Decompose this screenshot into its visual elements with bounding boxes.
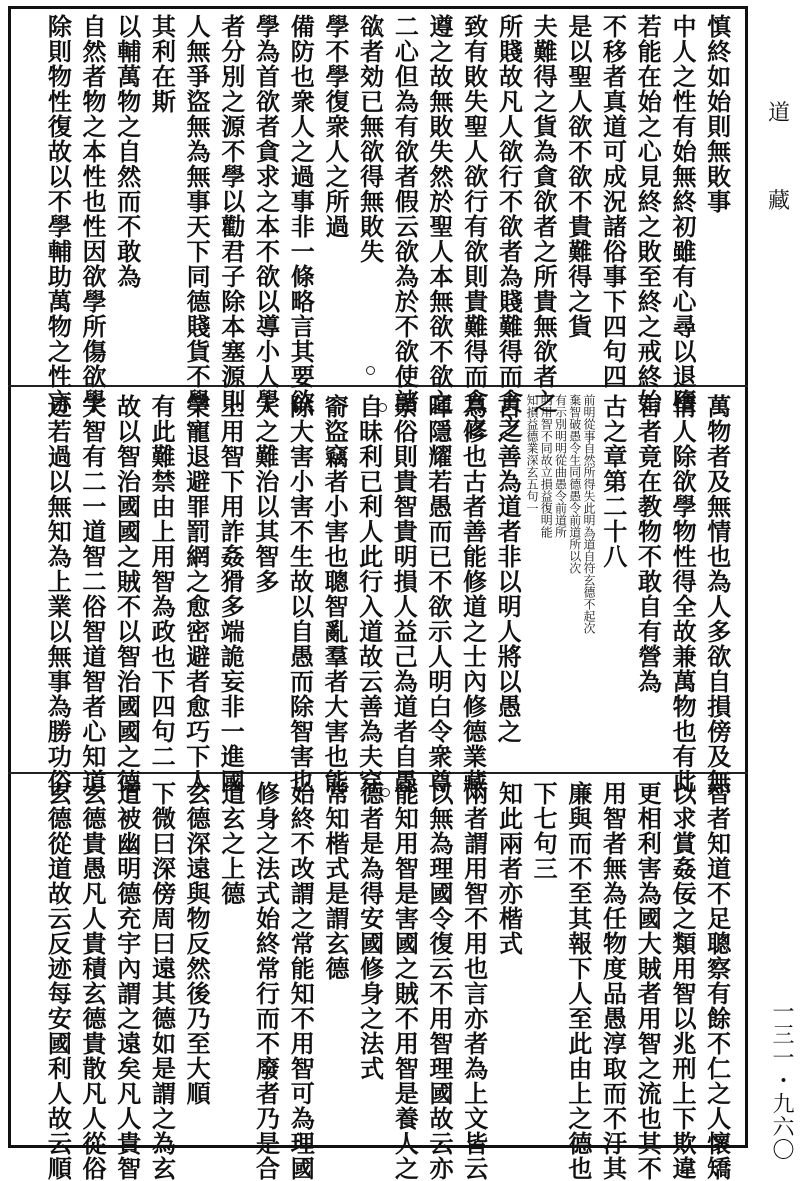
text-column: 故以智治國國之賊不以智治國國之德 <box>112 394 142 794</box>
text-column: 崇俗則貴智貴明損人益己為道者自愚 <box>389 394 419 794</box>
text-column: 其利在斯 <box>147 14 177 114</box>
text-column: 下七句三 <box>529 781 559 881</box>
text-column: 除則物性復故以不學輔助萬物之性言 <box>43 14 73 414</box>
text-column: 不移者真道可成況諸俗事下四句四 <box>598 14 628 389</box>
text-column: 能知用智是害國之賊不用智是養人之 <box>390 781 420 1181</box>
text-column: 用智者無為任物度品愚淳取而不汙其 <box>598 781 628 1181</box>
text-column: 言者竟在教物不敢自有營為 <box>633 394 663 694</box>
folio-number: 一三一・九六〇 <box>769 1000 794 1161</box>
text-column: 玄德從道故云反迹每安國利人故云順 <box>43 781 73 1181</box>
text-column: 榮寵退避罪罰網之愈密避者愈巧下人 <box>181 394 211 794</box>
text-column: 所賤故凡人欲行不欲者為賤難得而貪之 <box>494 14 524 439</box>
text-column: 暉隱耀若愚而已不欲示人明白令衆尊 <box>423 394 453 794</box>
text-column: 者分別之源不學以勸君子除本塞源則 <box>216 14 246 414</box>
text-column: 有此難禁由上用智為政也下四句二 <box>147 394 177 769</box>
text-column: 道玄之上德 <box>216 781 246 906</box>
text-column: 備防也衆人之過事非一條略言其要欲 <box>286 14 316 414</box>
commentary-column: 知損益德業深玄五句一 <box>524 394 539 514</box>
text-column: 萬物者及無情也為人多欲自損傍及無 <box>702 394 732 794</box>
collection-title-char: 藏 <box>768 189 791 214</box>
text-column: 道被幽明德充宇內謂之遠矣凡人貴智 <box>112 781 142 1181</box>
text-column: 若能在始之心見終之敗至終之戒終始 <box>633 14 663 414</box>
text-column: 下微曰深傍周曰遠其德如是謂之為玄 <box>147 781 177 1181</box>
collection-title-char: 道 <box>768 101 791 126</box>
text-column: 遵之故無敗失然於聖人本無欲不欲之 <box>425 14 455 414</box>
text-column: 迹若過以無知為上業以無事為勝功俗 <box>43 394 73 794</box>
text-column: 玄德貴愚凡人貴積玄德貴散凡人從俗 <box>78 781 108 1181</box>
text-column: 知此兩者亦楷式 <box>494 781 524 956</box>
text-column: 窬盜竊者小害也聰智亂羣者大害也能 <box>320 394 350 794</box>
text-column: 人之難治以其智多 <box>250 394 280 594</box>
section-mark-icon <box>366 366 375 375</box>
text-column: 古之章第二十八 <box>598 394 628 569</box>
text-column: 欲者効已無欲得無敗失 <box>355 14 385 264</box>
text-column: 修身之法式始終常行而不廢者乃是合 <box>251 781 281 1181</box>
commentary-column: 棄智破愚令生同德愚令前道所以次 <box>567 394 582 574</box>
text-column: 德者是為得安國修身之法式 <box>355 781 385 1081</box>
text-column: 自昧利已利人此行入道故云善為夫穿 <box>354 394 384 794</box>
text-column: 二心但為有欲者假云欲為於不欲使諸 <box>390 14 420 414</box>
text-column: 常知楷式是謂玄德 <box>320 781 350 981</box>
text-column: 是以聖人欲不欲不貴難得之貨 <box>563 14 593 339</box>
commentary-column: 明用智不同故立損益復明能 <box>539 394 554 538</box>
text-column: 以求賞姦佞之類用智以兆刑上下欺違 <box>667 781 697 1181</box>
text-column: 人無爭盜無為無事天下同德賤貨不學 <box>182 14 212 414</box>
text-column: 以無為理國令復云不用智理國故云亦 <box>425 781 455 1181</box>
text-column: 學不學復衆人之所過 <box>320 14 350 239</box>
section-mark-icon <box>381 788 390 797</box>
text-column: 上用智下用詐姦猾多端詭妄非一進國 <box>216 394 246 794</box>
text-column: 更相利害為國大賊者用智之流也其不 <box>633 781 663 1181</box>
text-column: 致有敗失聖人欲行有欲則貴難得而貪之 <box>459 14 489 439</box>
section-mark-icon <box>373 26 382 35</box>
text-column: 夫智有二一道智二俗智道智者心知道 <box>77 394 107 794</box>
text-column: 自然者物之本性也性因欲學所傷欲學 <box>78 14 108 414</box>
text-column: 為修也古者善能修道之士內修德業藏 <box>458 394 488 794</box>
commentary-column: 有示別明明從曲愚令前道所 <box>553 394 568 538</box>
text-column: 情人除欲學物性得全故兼萬物也有此 <box>668 394 698 794</box>
text-column: 古之善為道者非以明人將以愚之 <box>493 394 523 744</box>
text-column: 除大害小害不生故以自愚而除智害也 <box>285 394 315 794</box>
commentary-column: 前明從事自然所得失此明為道自符玄德不起次 <box>581 394 596 634</box>
text-column: 以輔萬物之自然而不敢為 <box>112 14 142 289</box>
text-column: 廉與而不至其報下人至此由上之德也 <box>563 781 593 1181</box>
text-column: 始終不改謂之常能知不用智可為理國 <box>286 781 316 1181</box>
text-column: 玄德深遠與物反然後乃至大順 <box>182 781 212 1106</box>
text-column: 夫難得之貨為貪欲者之所貴無欲者之 <box>529 14 559 414</box>
text-column: 慎終如始則無敗事 <box>702 14 732 214</box>
text-column: 智者知道不足聰察有餘不仁之人懷矯 <box>702 781 732 1181</box>
text-column: 兩者謂用智不用也言亦者為上文皆云 <box>459 781 489 1181</box>
text-column: 中人之性有始無終初雖有心尋以退墮 <box>667 14 697 414</box>
text-column: 學為首欲者貪求之本不欲以導小人學 <box>251 14 281 414</box>
section-mark-icon <box>378 403 387 412</box>
